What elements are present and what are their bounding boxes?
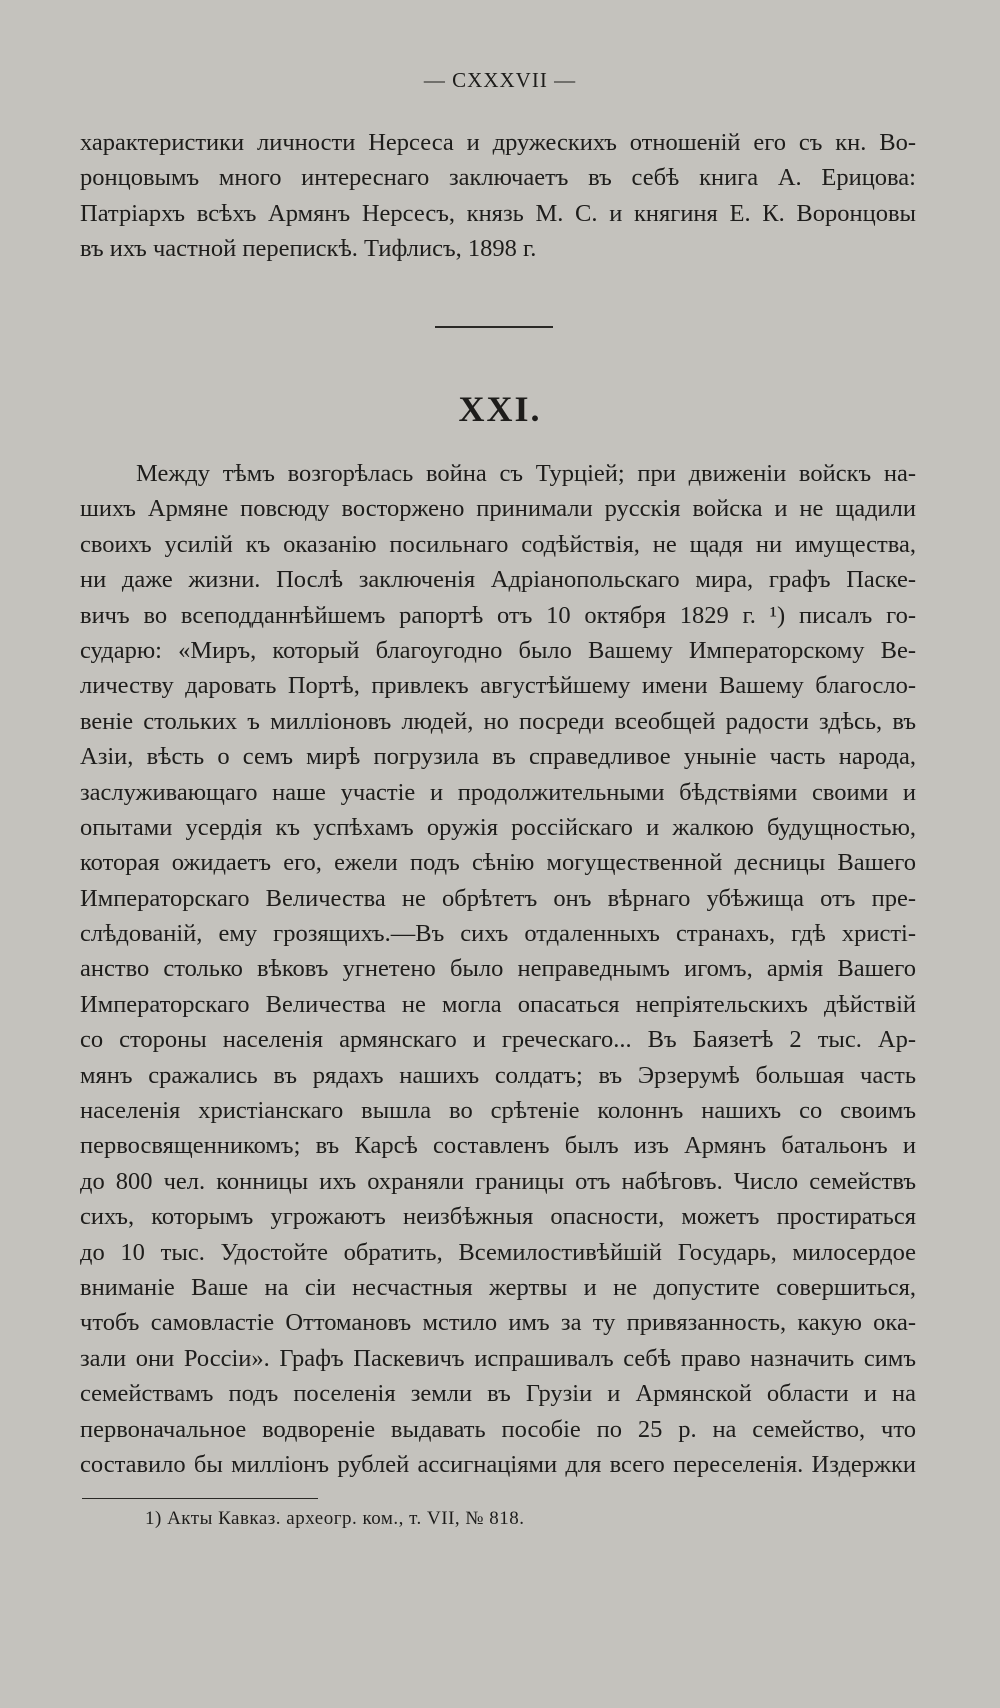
- text-line: мянъ сражались въ рядахъ нашихъ солдатъ; въ Эрзерумѣ большая часть: [80, 1061, 916, 1089]
- text-line: заслуживающаго наше участіе и продолжительными бѣдствіями своими и: [80, 778, 916, 806]
- text-line: слѣдованій, ему грозящихъ.—Въ сихъ отдаленныхъ странахъ, гдѣ христі-: [80, 920, 916, 948]
- text-line: вниманіе Ваше на сіи несчастныя жертвы и не допустите совершиться,: [80, 1273, 916, 1301]
- text-line: характеристики личности Нерсеса и дружескихъ отношеній его съ кн. Во-: [80, 129, 916, 156]
- text-line: зали они Россіи». Графъ Паскевичъ испрашивалъ себѣ право назначить симъ: [80, 1344, 916, 1372]
- text-line: въ ихъ частной перепискѣ. Тифлисъ, 1898 г.: [80, 235, 537, 263]
- section-divider: [435, 326, 553, 328]
- text-line: анство столько вѣковъ угнетено было неправеднымъ игомъ, армія Вашего: [80, 955, 916, 983]
- text-line: Патріархъ всѣхъ Армянъ Нерсесъ, князь М. С. и княгиня Е. К. Воронцовы: [80, 199, 916, 227]
- text-line: веніе стольких ъ милліоновъ людей, но посреди всеобщей радости здѣсь, въ: [80, 707, 916, 735]
- text-line: Императорскаго Величества не обрѣтетъ онъ вѣрнаго убѣжища отъ пре-: [80, 884, 916, 912]
- section-title: XXI.: [458, 389, 542, 429]
- text-line: первосвященникомъ; въ Карсѣ составленъ былъ изъ Армянъ батальонъ и: [80, 1132, 916, 1160]
- text-line: до 10 тыс. Удостойте обратить, Всемилостивѣйшій Государь, милосердое: [80, 1238, 916, 1266]
- text-line: первоначальное водвореніе выдавать пособіе по 25 р. на семейство, что: [80, 1415, 916, 1443]
- text-line: составило бы милліонъ рублей ассигнаціями для всего переселенія. Издержки: [80, 1450, 916, 1478]
- text-line: Между тѣмъ возгорѣлась война съ Турціей; при движеніи войскъ на-: [136, 460, 916, 487]
- text-line: населенія христіанскаго вышла во срѣтеніе колоннъ нашихъ со своимъ: [80, 1097, 916, 1125]
- text-line: сихъ, которымъ угрожаютъ неизбѣжныя опасности, можетъ простираться: [80, 1203, 916, 1231]
- text-line: вичъ во всеподданнѣйшемъ рапортѣ отъ 10 октября 1829 г. ¹) писалъ го-: [80, 601, 916, 629]
- text-line: сударю: «Миръ, который благоугодно было Вашему Императорскому Ве-: [80, 636, 916, 664]
- body-paragraph: [80, 456, 916, 1482]
- text-line: Азіи, вѣсть о семъ мирѣ погрузила въ справедливое уныніе часть народа,: [80, 743, 916, 771]
- footnote: 1) Акты Кавказ. археогр. ком., т. VII, № 818.: [145, 1508, 525, 1529]
- intro-paragraph: [80, 125, 916, 267]
- text-line: семействамъ подъ поселенія земли въ Грузіи и Армянской области и на: [80, 1380, 916, 1408]
- footnote-divider: [82, 1498, 318, 1499]
- text-line: которая ожидаетъ его, ежели подъ сѣнію могущественной десницы Вашего: [80, 849, 916, 877]
- text-line: опытами усердія къ успѣхамъ оружія россійскаго и жалкою будущностью,: [80, 813, 916, 841]
- text-line: со стороны населенія армянскаго и греческаго... Въ Баязетѣ 2 тыс. Ар-: [80, 1026, 916, 1054]
- text-line: до 800 чел. конницы ихъ охраняли границы отъ набѣговъ. Число семействъ: [80, 1167, 916, 1195]
- text-line: шихъ Армяне повсюду восторжено принимали русскія войска и не щадили: [80, 495, 916, 523]
- text-line: своихъ усилій къ оказанію посильнаго содѣйствія, не щадя ни имущества,: [80, 530, 916, 558]
- text-line: ронцовымъ много интереснаго заключаетъ въ себѣ книга А. Ерицова:: [80, 164, 916, 192]
- text-line: личеству даровать Портѣ, привлекъ августѣйшему имени Вашему благосло-: [80, 672, 916, 700]
- text-line: ни даже жизни. Послѣ заключенія Адріанопольскаго мира, графъ Паске-: [80, 566, 916, 594]
- text-line: Императорскаго Величества не могла опасаться непріятельскихъ дѣйствій: [80, 990, 916, 1018]
- text-line: чтобъ самовластіе Оттомановъ мстило имъ за ту привязанность, какую ока-: [80, 1309, 916, 1337]
- page-number: — CXXXVII —: [423, 68, 577, 92]
